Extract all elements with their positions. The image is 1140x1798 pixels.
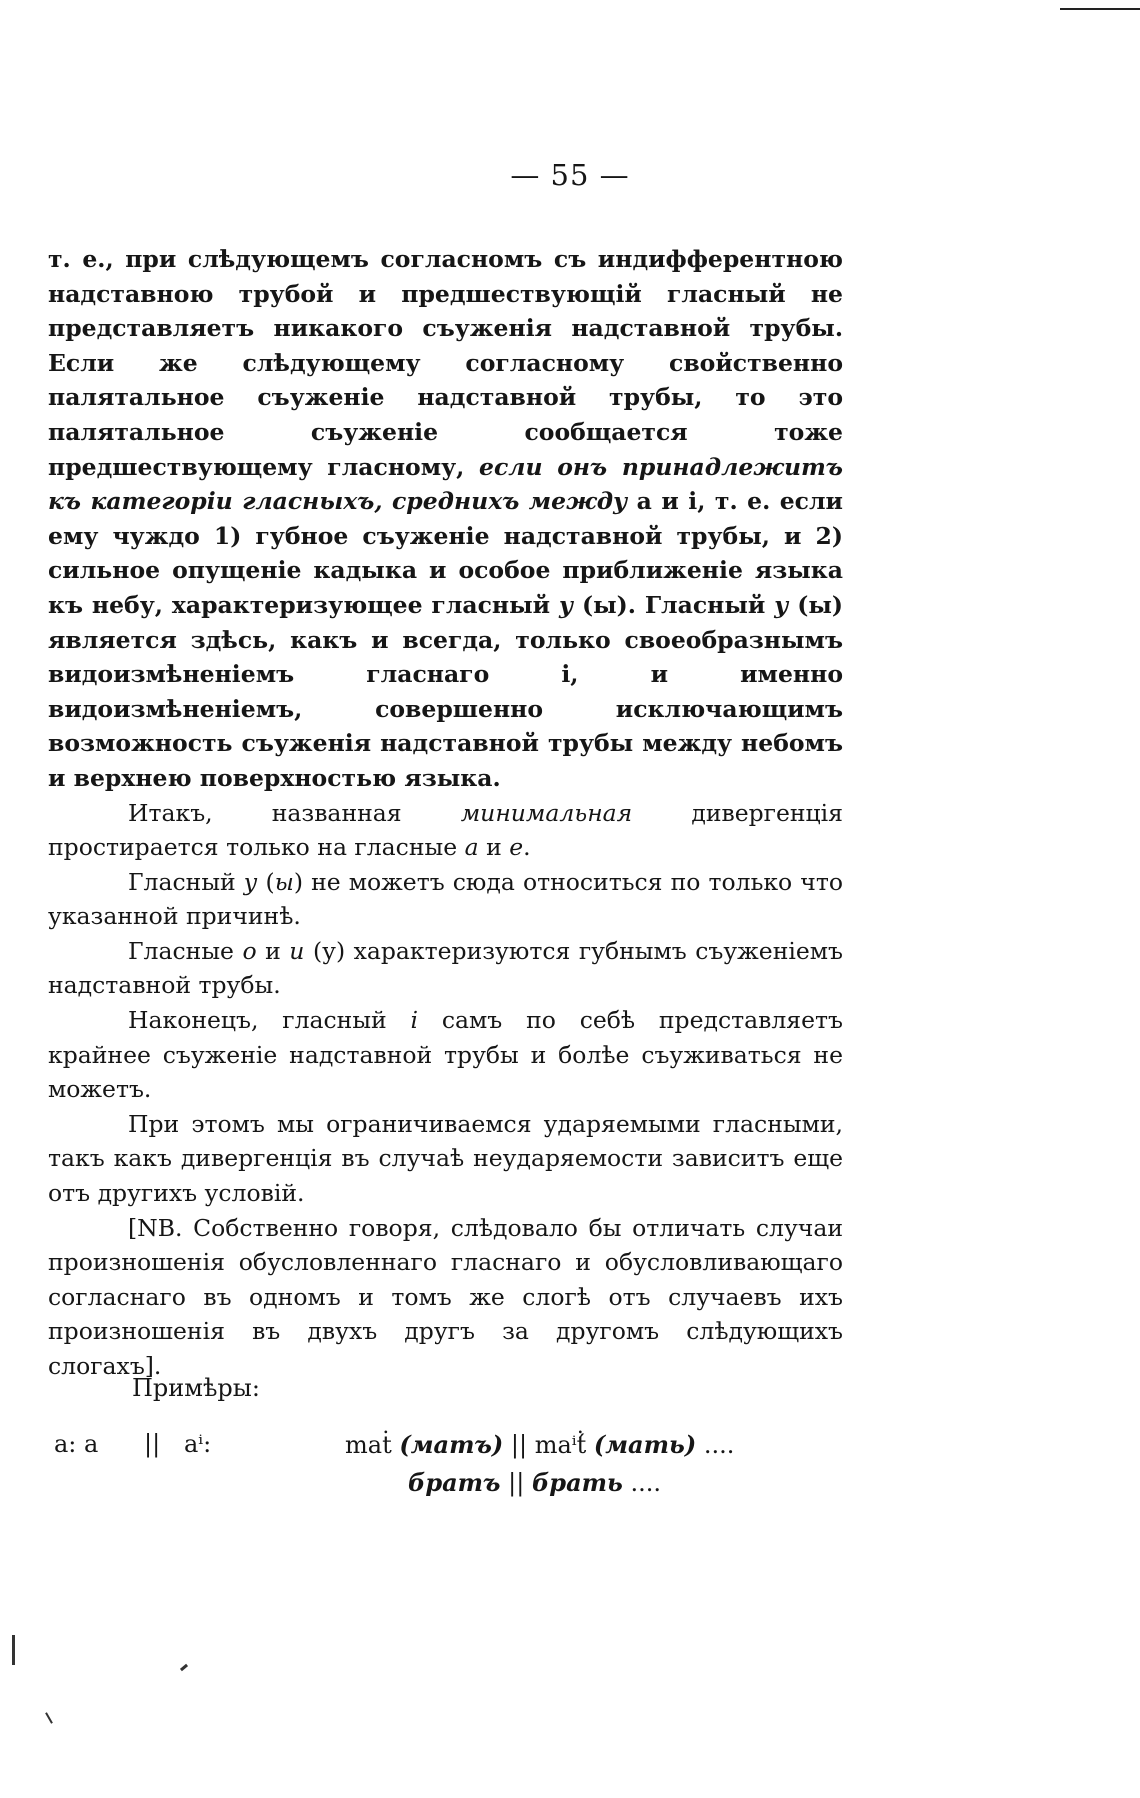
paragraph-5 — [48, 1003, 843, 1107]
example-1-word-soft: (мать) — [593, 1430, 697, 1459]
example-row-2 — [408, 1468, 661, 1497]
paragraph-5-segment: самъ по себѣ представляетъ крайнее съуженіе надставной трубы и болѣе съуживаться не можетъ. — [48, 1006, 843, 1104]
scan-speck — [180, 1664, 188, 1671]
example-2-word: братъ — [408, 1468, 501, 1497]
scan-speck — [12, 1635, 15, 1665]
example-ai-label: aⁱ: — [184, 1430, 212, 1458]
paragraph-3-segment: ) не можетъ сюда относиться по только что указанной причинѣ. — [48, 867, 843, 931]
paragraph-3-segment: у — [243, 867, 258, 896]
paragraph-1-segment: , т. е. если ему чуждо 1) губное съуженіе надставной трубы, и 2) сильное опущеніе кадыка и особое приближеніе языка къ небу, характеризующее гласный — [48, 487, 843, 619]
page-number: — 55 — — [510, 158, 630, 192]
paragraph-3-segment: ( — [257, 867, 275, 896]
examples-heading: Примѣры: — [132, 1374, 260, 1402]
paragraph-5-segment: і — [410, 1006, 419, 1035]
top-edge-rule — [1060, 8, 1140, 10]
paragraph-2-segment: а — [464, 833, 479, 862]
paragraph-1-segment: если онъ принадлежитъ къ категоріи гласныхъ, среднихъ между — [48, 452, 843, 516]
paragraph-2-segment: Итакъ, названная — [128, 798, 461, 827]
paragraph-7-segment: [NB. Собственно говоря, слѣдовало бы отличать случаи произношенія обусловленнаго гласнаго и обусловливающаго согласнаго въ одномъ и томъ же слогѣ отъ случаевъ ихъ произношенія въ двухъ другъ за другомъ слѣдующихъ слогахъ]. — [48, 1213, 843, 1380]
example-label: a: a — [54, 1430, 99, 1458]
paragraph-1-segment: у — [774, 590, 789, 619]
paragraph-6-segment: При этомъ мы ограничиваемся ударяемыми гласными, такъ какъ дивергенція въ случаѣ неударяемости зависитъ еще отъ другихъ условій. — [48, 1109, 843, 1208]
paragraph-4-segment: Гласные — [128, 936, 243, 965]
example-2-ellipsis: .... — [622, 1469, 661, 1497]
paragraph-4-segment: о — [242, 936, 257, 965]
paragraph-6 — [48, 1107, 843, 1211]
paragraph-4 — [48, 934, 843, 1003]
paragraph-3 — [48, 865, 843, 934]
paragraph-4-segment: и — [289, 936, 305, 965]
paragraph-1-segment: т. е., при слѣдующемъ согласномъ съ индифферентною надставною трубой и предшествующій гласный не представляетъ никакого съуженія надставной трубы. Если же слѣдующему согласному свойственно палятальное съуженіе надставной трубы, то это палятальное съуженіе сообщается тоже предшествующему гласному, — [48, 245, 843, 481]
paragraph-2-segment: минимальная — [460, 798, 633, 827]
paragraph-1-segment: і — [688, 487, 698, 516]
example-2-word-soft: брать — [531, 1468, 623, 1497]
paragraph-1-segment: и — [661, 487, 689, 516]
paragraph-1 — [48, 242, 843, 796]
paragraph-2-segment: е — [509, 833, 524, 862]
body-text — [48, 242, 843, 1384]
paragraph-2-segment: дивергенція простирается только на гласные — [48, 798, 843, 862]
paragraph-2-segment: и — [478, 833, 510, 862]
example-1-word: (матъ) — [399, 1430, 504, 1459]
example-1-separator: || — [503, 1431, 535, 1459]
example-1-ellipsis: .... — [696, 1431, 735, 1459]
example-row-1 — [345, 1430, 734, 1459]
paragraph-4-segment: (у) характеризуются губнымъ съуженіемъ надставной трубы. — [48, 936, 844, 1000]
paragraph-1-segment: у — [559, 590, 574, 619]
paragraph-2 — [48, 796, 843, 865]
paragraph-3-segment: Гласный — [128, 867, 244, 896]
paragraph-1-segment: (ы) является здѣсь, какъ и всегда, только своеобразнымъ видоизмѣненіемъ гласнаго і, и именно видоизмѣненіемъ, совершенно исключающимъ возможность съуженія надставной трубы между небомъ и верхнею поверхностью языка. — [48, 590, 843, 792]
paragraph-1-segment: а — [627, 487, 662, 516]
paragraph-5-segment: Наконецъ, гласный — [128, 1006, 411, 1035]
scan-speck — [45, 1712, 53, 1723]
paragraph-1-segment: (ы). Гласный — [573, 590, 775, 619]
example-1-transcription-soft: maⁱṫ́ — [534, 1431, 594, 1459]
paragraph-2-segment: . — [523, 833, 531, 862]
example-2-separator: || — [500, 1469, 532, 1497]
example-separator: || — [144, 1430, 161, 1458]
example-1-transcription: maṫ — [345, 1431, 400, 1459]
paragraph-7 — [48, 1211, 843, 1384]
paragraph-3-segment: ы — [274, 867, 294, 896]
paragraph-4-segment: и — [256, 936, 290, 965]
